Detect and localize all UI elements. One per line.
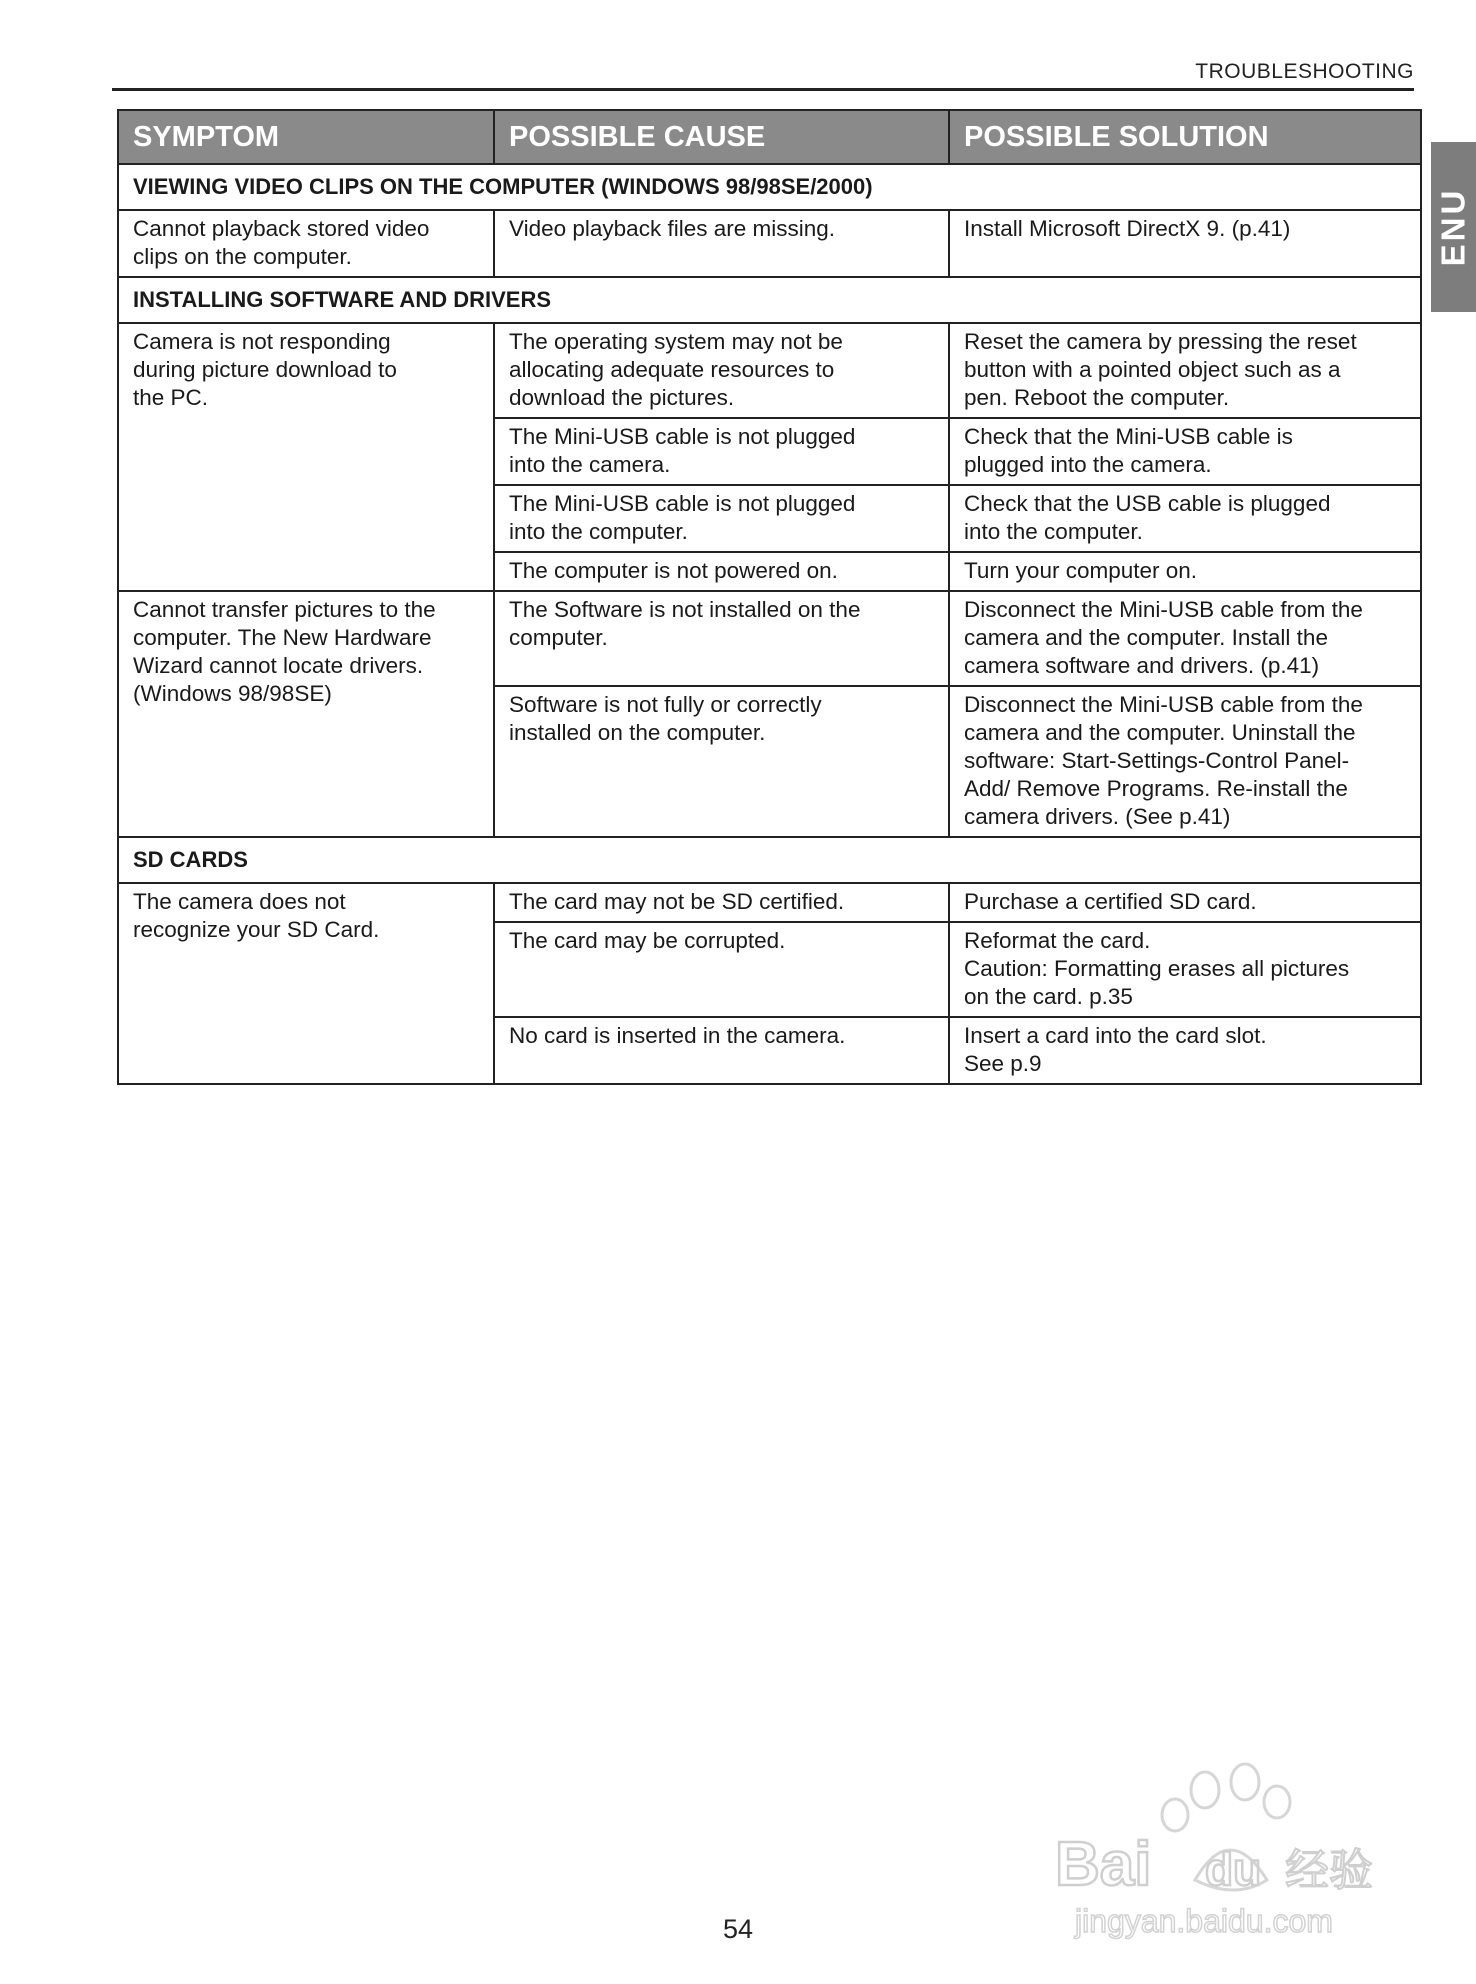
table-row [118,883,1421,922]
symptom-cell: Cannot transfer pictures to the computer. The New Hardware Wizard cannot locate drivers. (Windows 98/98SE) [118,591,494,837]
svg-text:jingyan.baidu.com: jingyan.baidu.com [1075,1903,1333,1939]
svg-text:经验: 经验 [1285,1845,1373,1896]
cause-cell: No card is inserted in the camera. [494,1017,949,1084]
cause-cell: The card may be corrupted. [494,922,949,1017]
header-rule [112,88,1414,91]
cause-cell: Software is not fully or correctly installed on the computer. [494,686,949,837]
baidu-watermark [1045,1760,1390,1945]
language-tab-label: ENU [1434,187,1472,267]
solution-cell: Install Microsoft DirectX 9. (p.41) [949,210,1421,277]
table-row [118,323,1421,418]
section-title: INSTALLING SOFTWARE AND DRIVERS [118,277,1421,323]
symptom-cell: Cannot playback stored video clips on the computer. [118,210,494,277]
section-row [118,277,1421,323]
column-header-symptom: SYMPTOM [118,110,494,164]
solution-cell: Check that the Mini-USB cable is plugged into the camera. [949,418,1421,485]
column-header-cause: POSSIBLE CAUSE [494,110,949,164]
cause-cell: Video playback files are missing. [494,210,949,277]
section-row [118,164,1421,210]
cause-cell: The operating system may not be allocating adequate resources to download the pictures. [494,323,949,418]
language-tab [1431,142,1476,312]
section-title: SD CARDS [118,837,1421,883]
symptom-cell: Camera is not responding during picture download to the PC. [118,323,494,591]
cause-cell: The Mini-USB cable is not plugged into the computer. [494,485,949,552]
table-header-row [118,110,1421,164]
cause-cell: The card may not be SD certified. [494,883,949,922]
section-row [118,837,1421,883]
svg-text:Bai: Bai [1055,1830,1152,1899]
solution-cell: Insert a card into the card slot. See p.9 [949,1017,1421,1084]
cause-cell: The Mini-USB cable is not plugged into the camera. [494,418,949,485]
table-row [118,210,1421,277]
svg-text:du: du [1205,1843,1262,1895]
solution-cell: Purchase a certified SD card. [949,883,1421,922]
solution-cell: Turn your computer on. [949,552,1421,591]
column-header-solution: POSSIBLE SOLUTION [949,110,1421,164]
cause-cell: The Software is not installed on the computer. [494,591,949,686]
baidu-watermark-logo [1045,1760,1390,1945]
solution-cell: Check that the USB cable is plugged into the computer. [949,485,1421,552]
page-number: 54 [722,1914,754,1944]
cause-cell: The computer is not powered on. [494,552,949,591]
table-row [118,591,1421,686]
solution-cell: Reset the camera by pressing the reset button with a pointed object such as a pen. Reboot the computer. [949,323,1421,418]
solution-cell: Disconnect the Mini-USB cable from the camera and the computer. Uninstall the software: Start-Settings-Control Panel- Add/ Remove Programs. Re-install the camera drivers. (See p.41) [949,686,1421,837]
solution-cell: Reformat the card. Caution: Formatting erases all pictures on the card. p.35 [949,922,1421,1017]
symptom-cell: The camera does not recognize your SD Card. [118,883,494,1084]
section-title: VIEWING VIDEO CLIPS ON THE COMPUTER (WINDOWS 98/98SE/2000) [118,164,1421,210]
running-header: TROUBLESHOOTING [1195,60,1414,83]
troubleshooting-table [117,109,1422,1085]
solution-cell: Disconnect the Mini-USB cable from the camera and the computer. Install the camera software and drivers. (p.41) [949,591,1421,686]
